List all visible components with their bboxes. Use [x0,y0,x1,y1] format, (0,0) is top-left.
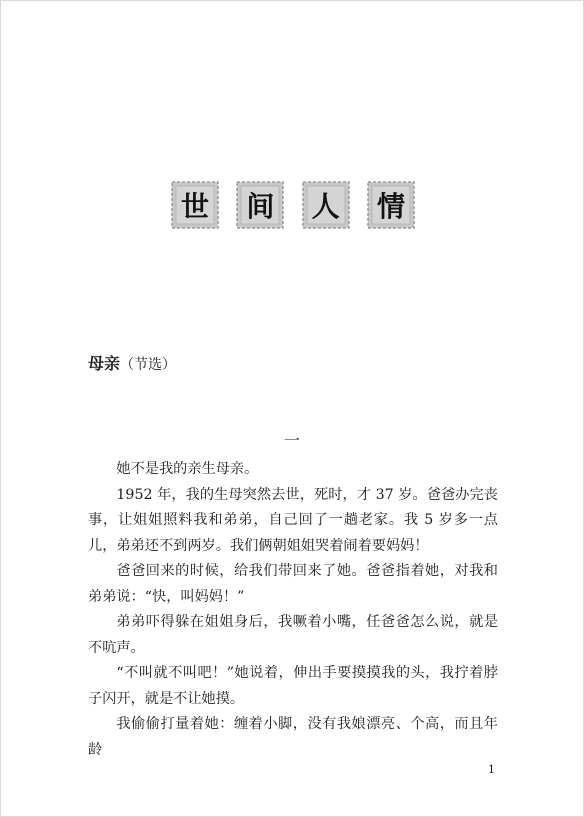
title-char: 世 [180,190,209,223]
paragraph: 我偷偷打量着她：缠着小脚，没有我娘漂亮、个高，而且年龄 [88,716,498,758]
body-text [88,457,498,763]
paragraph: 爸爸回来的时候，给我们带回来了她。爸爸指着她，对我和弟弟说：“快，叫妈妈！” [88,563,498,605]
chapter-number: 一 [283,431,300,450]
page-number: 1 [488,763,495,776]
title-tile [366,180,416,230]
title-tile [235,180,285,230]
section-heading [88,351,176,374]
paragraph: 弟弟吓得躲在姐姐身后，我噘着小嘴，任爸爸怎么说，就是不吭声。 [88,614,498,656]
title-tile [301,180,351,230]
title-char: 情 [376,190,405,223]
title-char: 人 [311,190,340,223]
title-tile [170,180,220,230]
section-title: 母亲 [88,354,121,373]
section-note: （节选） [120,357,177,373]
paragraph: “不叫就不叫吧！”她说着，伸出手要摸摸我的头，我拧着脖子闪开，就是不让她摸。 [88,665,498,707]
title-char: 间 [246,190,275,223]
paragraph: 她不是我的亲生母亲。 [116,461,259,477]
paragraph: 1952 年，我的生母突然去世，死时，才 37 岁。爸爸办完丧事，让姐姐照料我和弟弟，自己回了一趟老家。我 5 岁多一点儿，弟弟还不到两岁。我们俩朝姐姐哭着闹着要妈妈！ [88,486,498,554]
header-title [170,180,416,232]
